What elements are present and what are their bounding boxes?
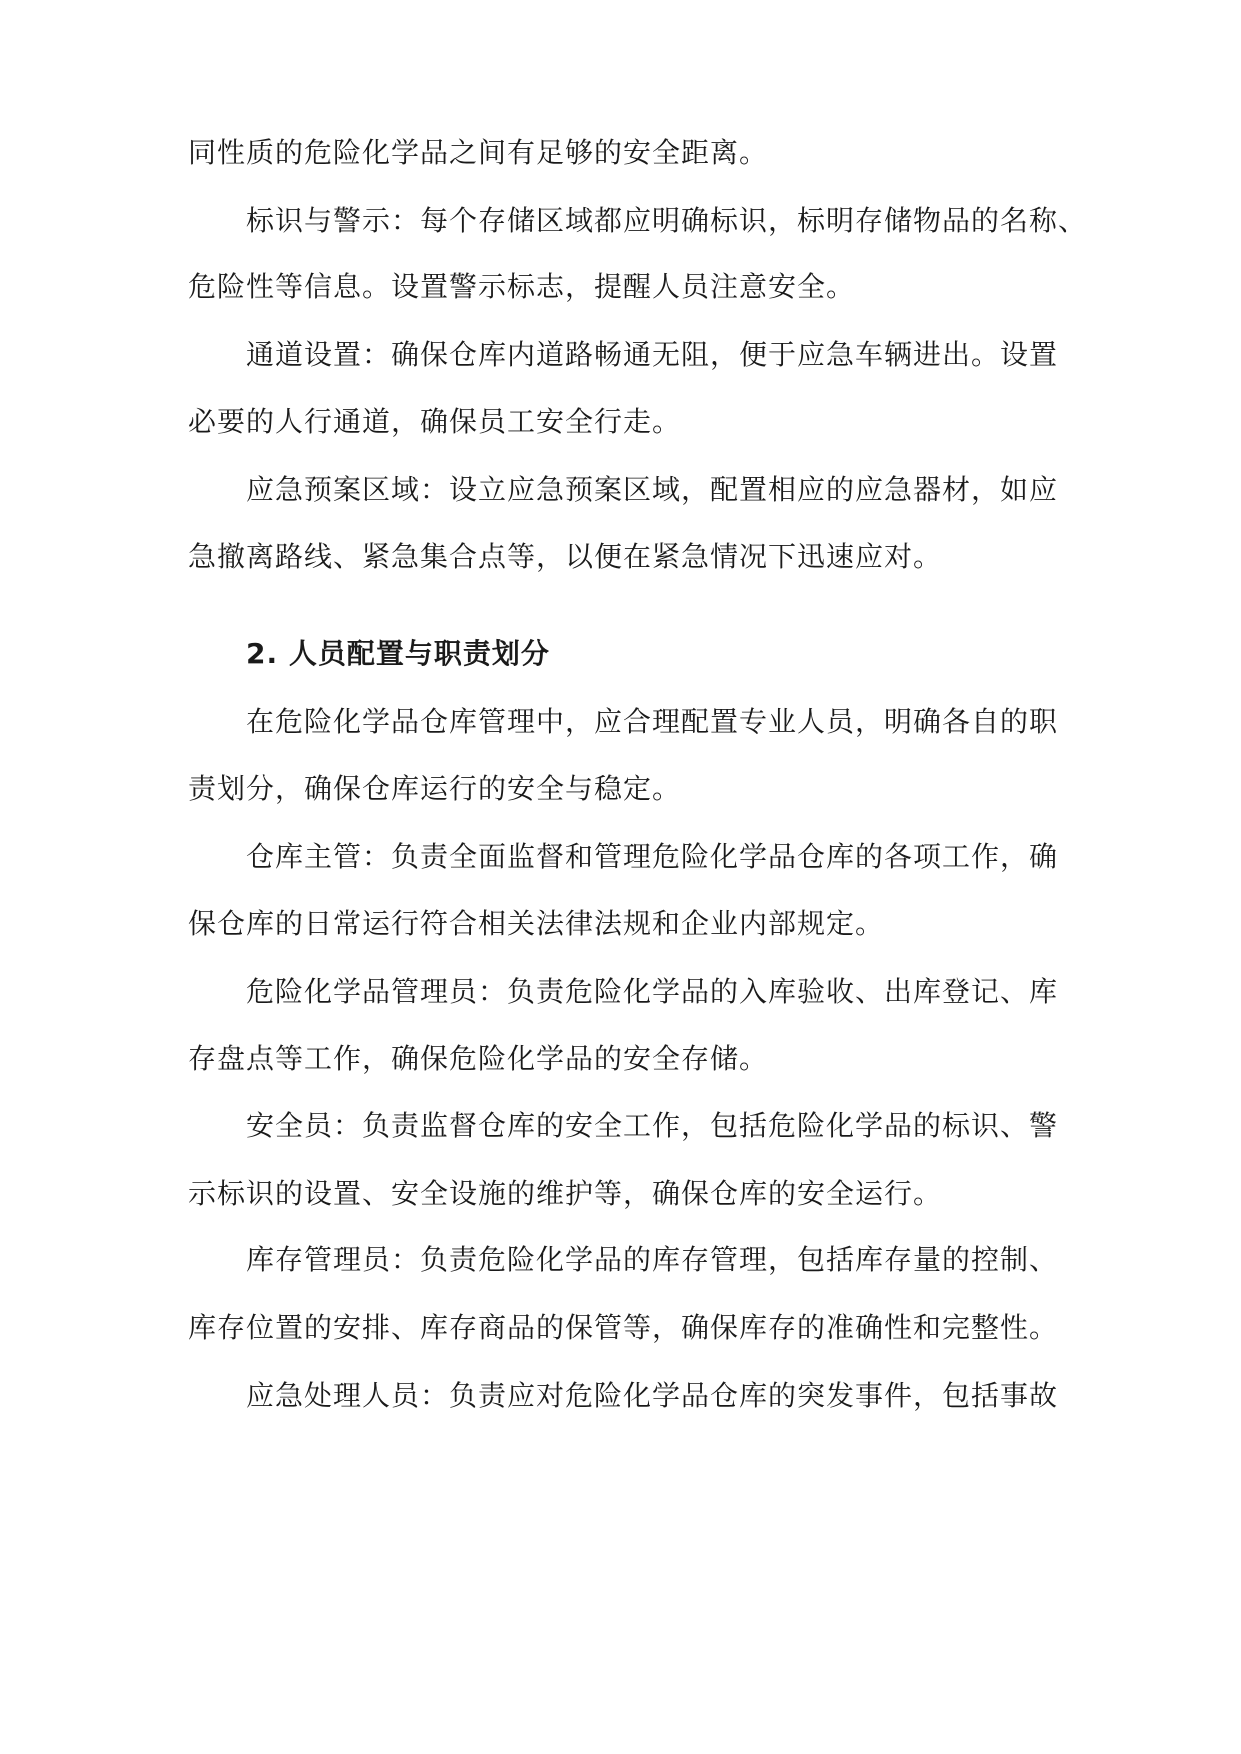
- text-line: 危险化学品管理员：负责危险化学品的入库验收、出库登记、库: [246, 975, 1059, 1008]
- text-line: 责划分，确保仓库运行的安全与稳定。: [188, 772, 682, 805]
- section-heading: 2. 人员配置与职责划分: [246, 637, 550, 670]
- text-line: 同性质的危险化学品之间有足够的安全距离。: [188, 136, 769, 169]
- text-line: 示标识的设置、安全设施的维护等，确保仓库的安全运行。: [188, 1177, 943, 1210]
- text-line: 通道设置：确保仓库内道路畅通无阻，便于应急车辆进出。设置: [246, 338, 1059, 371]
- text-line: 危险性等信息。设置警示标志，提醒人员注意安全。: [188, 270, 856, 303]
- text-line: 在危险化学品仓库管理中，应合理配置专业人员，明确各自的职: [246, 705, 1059, 738]
- text-line: 标识与警示：每个存储区域都应明确标识，标明存储物品的名称、: [246, 204, 1088, 237]
- text-line: 库存位置的安排、库存商品的保管等，确保库存的准确性和完整性。: [188, 1311, 1059, 1344]
- text-line: 保仓库的日常运行符合相关法律法规和企业内部规定。: [188, 907, 885, 940]
- text-line: 应急预案区域：设立应急预案区域，配置相应的应急器材，如应: [246, 473, 1059, 506]
- text-line: 急撤离路线、紧急集合点等，以便在紧急情况下迅速应对。: [188, 540, 943, 573]
- text-line: 安全员：负责监督仓库的安全工作，包括危险化学品的标识、警: [246, 1109, 1059, 1142]
- text-line: 库存管理员：负责危险化学品的库存管理，包括库存量的控制、: [246, 1243, 1059, 1276]
- text-line: 存盘点等工作，确保危险化学品的安全存储。: [188, 1042, 769, 1075]
- text-line: 仓库主管：负责全面监督和管理危险化学品仓库的各项工作，确: [246, 840, 1059, 873]
- text-line: 必要的人行通道，确保员工安全行走。: [188, 405, 682, 438]
- text-line: 应急处理人员：负责应对危险化学品仓库的突发事件，包括事故: [246, 1379, 1059, 1412]
